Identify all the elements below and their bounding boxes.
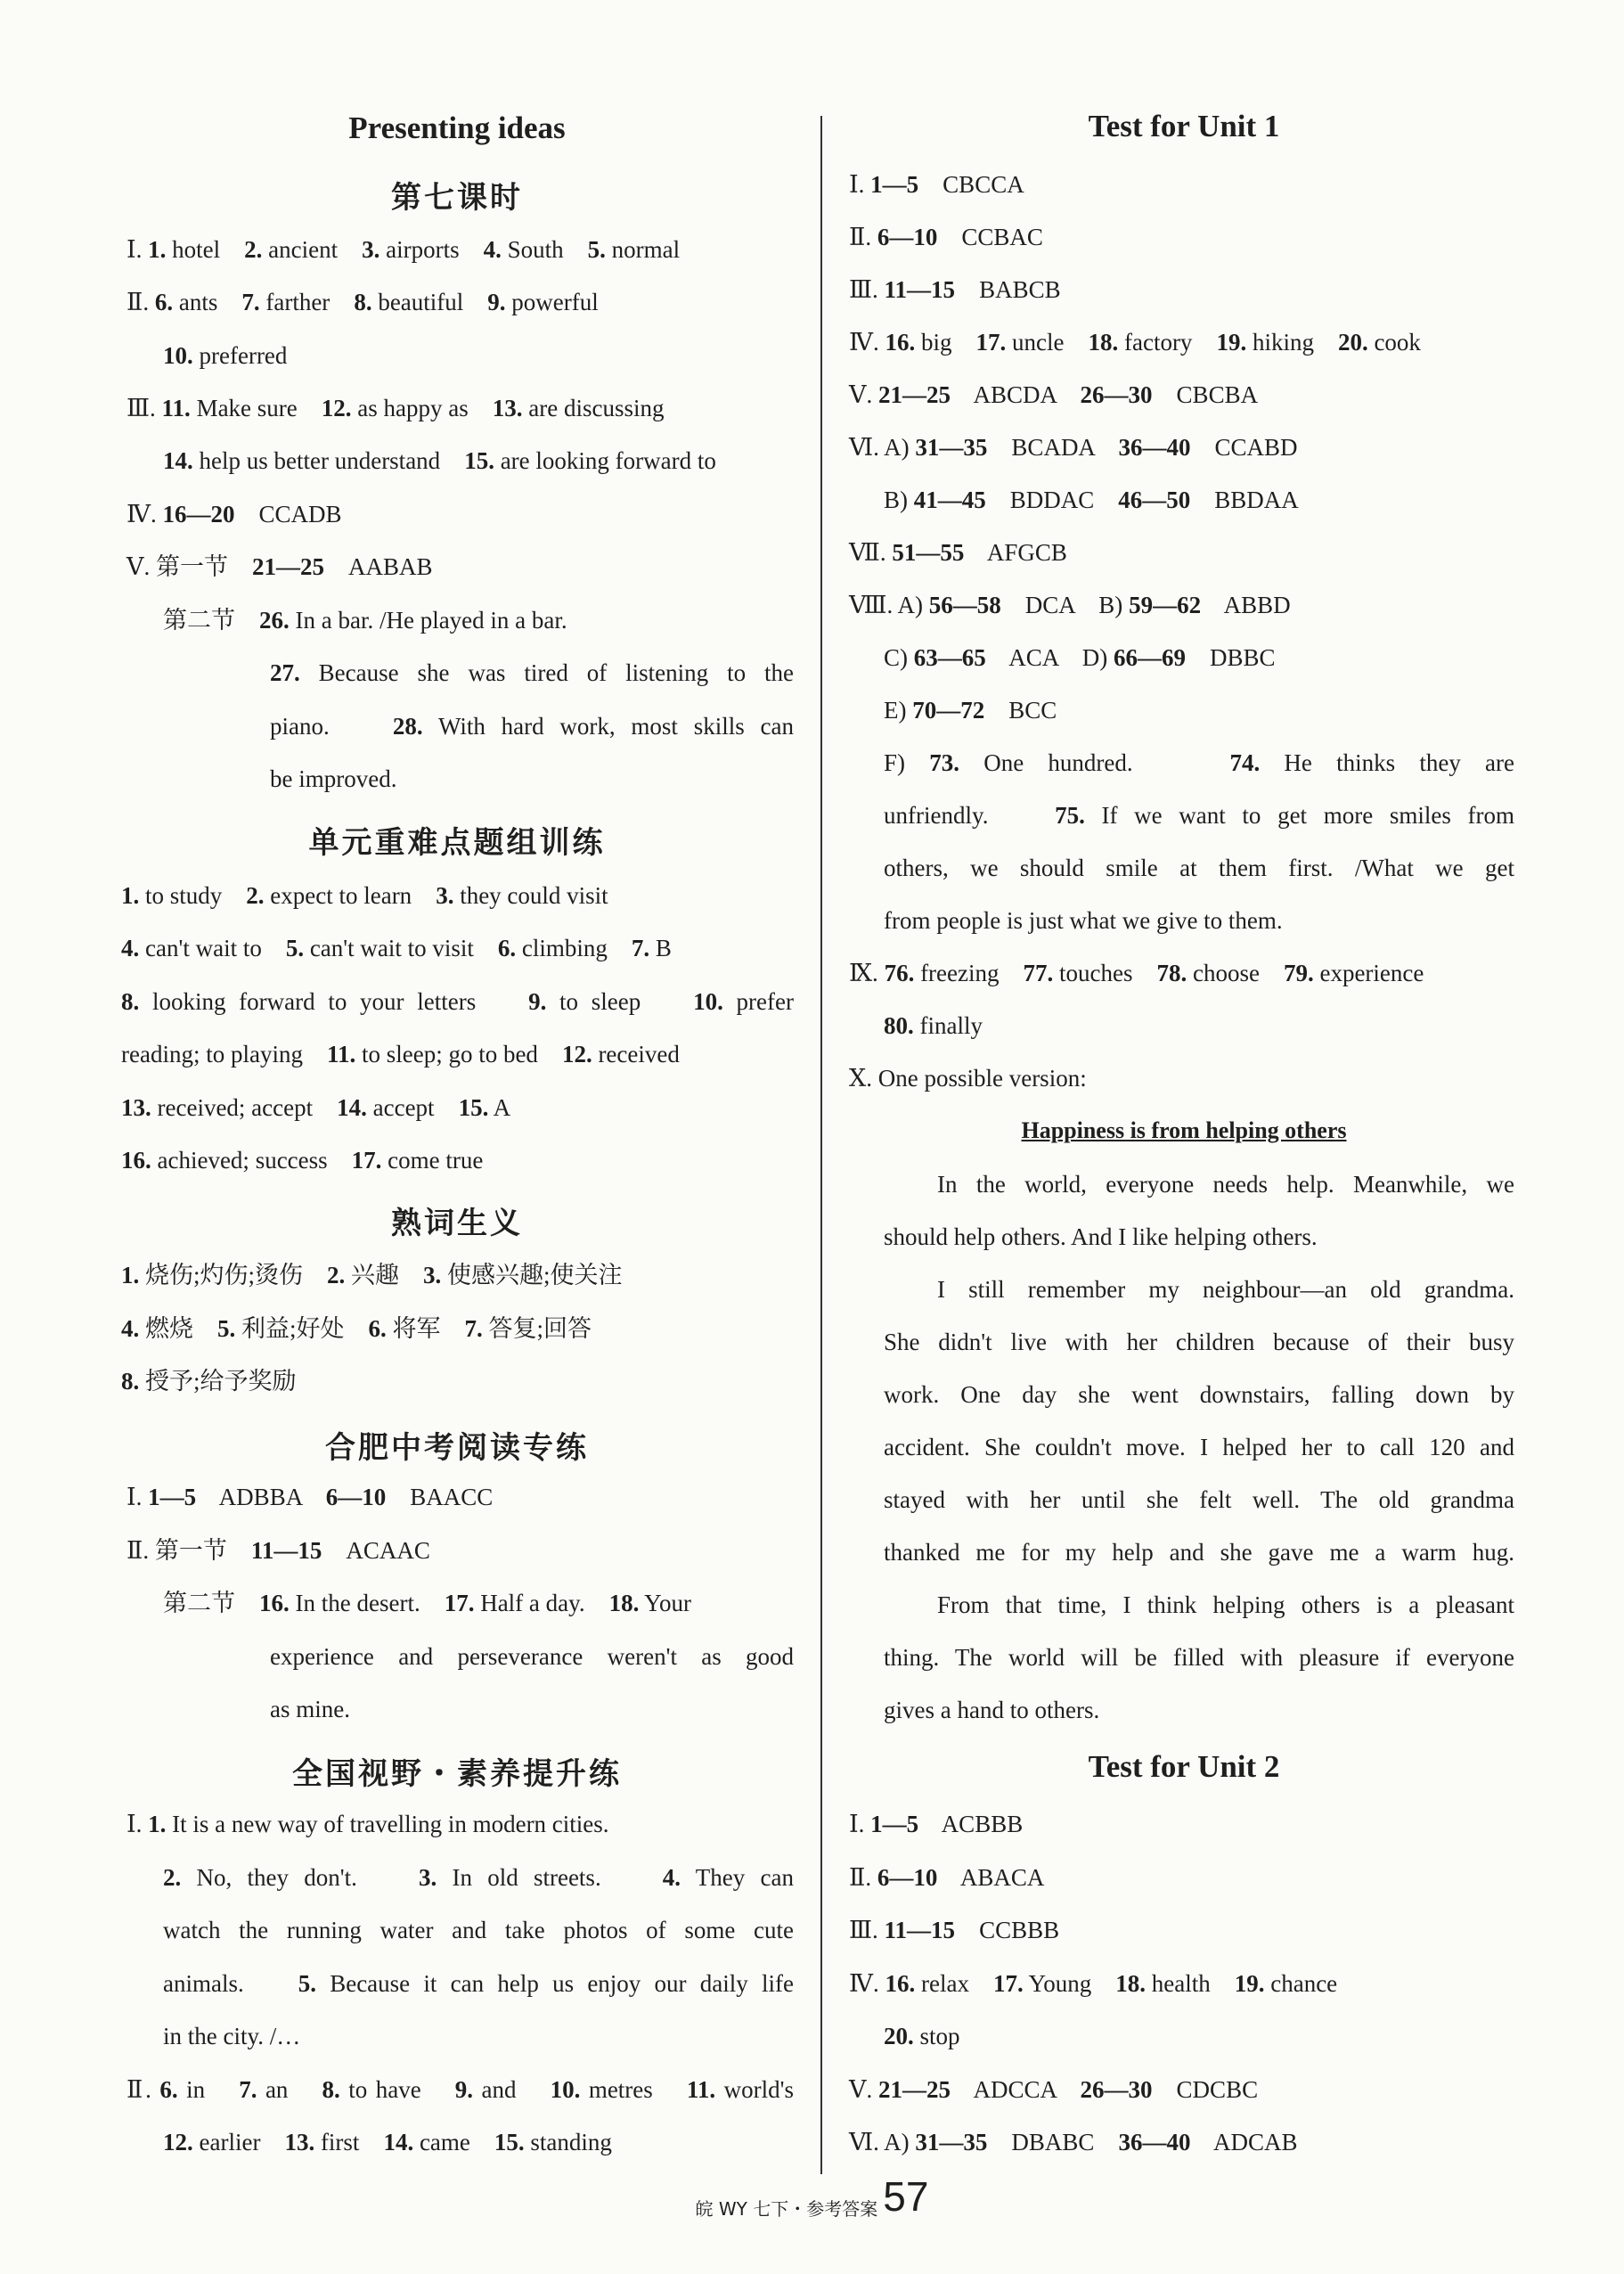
answer-line: Ⅱ. 6. in 7. an 8. to have 9. and 10. metres 11. world's bbox=[126, 2076, 794, 2103]
answer-line: others, we should smile at them first. /What we get bbox=[884, 855, 1514, 881]
answer-line: 10. preferred bbox=[163, 342, 288, 369]
answer-line: Ⅵ. A) 31—35 BCADA 36—40 CCABD bbox=[849, 434, 1298, 461]
answer-line: Ⅱ. 6—10 ABACA bbox=[849, 1864, 1045, 1891]
national-vision-title: 全国视野・素养提升练 bbox=[292, 1756, 622, 1792]
answer-line: Ⅴ. 21—25 ADCCA 26—30 CDCBC bbox=[849, 2076, 1259, 2103]
answer-line: 4. can't wait to 5. can't wait to visit 6. climbing 7. B bbox=[121, 935, 672, 961]
answer-line: animals. 5. Because it can help us enjoy our daily life bbox=[163, 1970, 794, 1997]
essay-line: From that time, I think helping others is a pleasant bbox=[937, 1591, 1514, 1618]
answer-line: experience and perseverance weren't as good bbox=[270, 1643, 794, 1670]
answer-line: 2. No, they don't. 3. In old streets. 4. They can bbox=[163, 1864, 794, 1891]
answer-line: Ⅹ. One possible version: bbox=[849, 1065, 1087, 1092]
answer-line: 8. 授予;给予奖励 bbox=[121, 1368, 297, 1395]
answer-line: 1. 烧伤;灼伤;烫伤 2. 兴趣 3. 使感兴趣;使关注 bbox=[121, 1262, 623, 1288]
answer-line: 8. looking forward to your letters 9. to sleep 10. prefer bbox=[121, 988, 794, 1015]
answer-line: in the city. /… bbox=[163, 2023, 301, 2049]
answer-line: Ⅰ. 1—5 CBCCA bbox=[849, 171, 1024, 198]
answer-line: Ⅲ. 11—15 BABCB bbox=[849, 276, 1061, 303]
answer-line: unfriendly. 75. If we want to get more smiles from bbox=[884, 802, 1514, 829]
answer-line: reading; to playing 11. to sleep; go to bed 12. received bbox=[121, 1041, 680, 1067]
answer-line: 20. stop bbox=[884, 2023, 960, 2049]
essay-line: stayed with her until she felt well. The old grandma bbox=[884, 1486, 1514, 1513]
page-number: 57 bbox=[883, 2173, 929, 2220]
answer-line: Ⅳ. 16—20 CCADB bbox=[126, 501, 342, 528]
answer-line: as mine. bbox=[270, 1696, 350, 1722]
answer-line: Ⅵ. A) 31—35 DBABC 36—40 ADCAB bbox=[849, 2129, 1298, 2155]
familiar-words-title: 熟词生义 bbox=[391, 1206, 523, 1241]
answer-line: 4. 燃烧 5. 利益;好处 6. 将军 7. 答复;回答 bbox=[121, 1315, 592, 1342]
answer-line: Ⅲ. 11—15 CCBBB bbox=[849, 1917, 1060, 1943]
answer-line: Ⅰ. 1. It is a new way of travelling in modern cities. bbox=[126, 1811, 609, 1837]
essay-line: thing. The world will be filled with pleasure if everyone bbox=[884, 1644, 1514, 1671]
answer-line: 80. finally bbox=[884, 1012, 983, 1039]
answer-line: Ⅲ. 11. Make sure 12. as happy as 13. are discussing bbox=[126, 395, 665, 421]
unit-key-points-title: 单元重难点题组训练 bbox=[308, 825, 606, 861]
answer-line: 13. received; accept 14. accept 15. A bbox=[121, 1094, 511, 1121]
answer-line: Ⅶ. 51—55 AFGCB bbox=[849, 539, 1067, 566]
column-divider bbox=[820, 116, 822, 2174]
essay-line: I still remember my neighbour—an old grandma. bbox=[937, 1276, 1514, 1303]
answer-line: 12. earlier 13. first 14. came 15. standing bbox=[163, 2129, 612, 2155]
answer-line: Ⅱ. 第一节 11—15 ACAAC bbox=[126, 1537, 430, 1564]
answer-line: 16. achieved; success 17. come true bbox=[121, 1147, 484, 1174]
answer-line: C) 63—65 ACA D) 66—69 DBBC bbox=[884, 644, 1276, 671]
answer-line: 第二节 16. In the desert. 17. Half a day. 18. Your bbox=[163, 1590, 691, 1616]
essay-line: work. One day she went downstairs, falling down by bbox=[884, 1381, 1514, 1408]
answer-line: piano. 28. With hard work, most skills can bbox=[270, 713, 794, 740]
answer-line: 14. help us better understand 15. are looking forward to bbox=[163, 447, 716, 474]
answer-line: from people is just what we give to them. bbox=[884, 907, 1283, 934]
hefei-reading-title: 合肥中考阅读专练 bbox=[325, 1430, 589, 1466]
essay-line: thanked me for my help and she gave me a warm hug. bbox=[884, 1539, 1514, 1566]
answer-line: Ⅱ. 6. ants 7. farther 8. beautiful 9. powerful bbox=[126, 289, 599, 315]
answer-line: Ⅸ. 76. freezing 77. touches 78. choose 79. experience bbox=[849, 960, 1424, 986]
answer-line: Ⅰ. 1—5 ACBBB bbox=[849, 1811, 1024, 1837]
answer-line: Ⅳ. 16. relax 17. Young 18. health 19. chance bbox=[849, 1970, 1338, 1997]
presenting-ideas-title: Presenting ideas bbox=[348, 110, 566, 145]
answer-line: Ⅰ. 1. hotel 2. ancient 3. airports 4. South 5. normal bbox=[126, 236, 681, 263]
answer-line: be improved. bbox=[270, 765, 397, 792]
footer-label: 皖 WY 七下・参考答案 bbox=[695, 2198, 878, 2220]
lesson-title: 第七课时 bbox=[391, 180, 523, 216]
answer-line: Ⅴ. 第一节 21—25 AABAB bbox=[126, 553, 433, 580]
answer-line: Ⅴ. 21—25 ABCDA 26—30 CBCBA bbox=[849, 381, 1259, 408]
answer-line: Ⅷ. A) 56—58 DCA B) 59—62 ABBD bbox=[849, 592, 1291, 618]
answer-line: F) 73. One hundred. 74. He thinks they are bbox=[884, 749, 1515, 776]
answer-line: watch the running water and take photos of some cute bbox=[163, 1917, 794, 1943]
essay-line: should help others. And I like helping others. bbox=[884, 1223, 1318, 1250]
test-unit-1-title: Test for Unit 1 bbox=[1088, 109, 1280, 143]
test-unit-2-title: Test for Unit 2 bbox=[1088, 1749, 1280, 1784]
answer-line: Ⅳ. 16. big 17. uncle 18. factory 19. hiking 20. cook bbox=[849, 329, 1421, 356]
essay-line: She didn't live with her children because of their busy bbox=[884, 1329, 1514, 1355]
answer-line: Ⅰ. 1—5 ADBBA 6—10 BAACC bbox=[126, 1484, 494, 1510]
essay-title: Happiness is from helping others bbox=[1021, 1117, 1347, 1143]
answer-line: E) 70—72 BCC bbox=[884, 697, 1057, 724]
answer-line: 1. to study 2. expect to learn 3. they could visit bbox=[121, 882, 608, 909]
essay-line: accident. She couldn't move. I helped her to call 120 and bbox=[884, 1434, 1514, 1460]
answer-line: Ⅱ. 6—10 CCBAC bbox=[849, 224, 1043, 250]
page-footer bbox=[0, 2172, 1624, 2221]
answer-line: 27. Because she was tired of listening to the bbox=[270, 659, 794, 686]
answer-line: B) 41—45 BDDAC 46—50 BBDAA bbox=[884, 487, 1299, 513]
answer-line: 第二节 26. In a bar. /He played in a bar. bbox=[163, 607, 567, 634]
essay-line: gives a hand to others. bbox=[884, 1697, 1100, 1723]
essay-line: In the world, everyone needs help. Meanwhile, we bbox=[937, 1171, 1514, 1198]
